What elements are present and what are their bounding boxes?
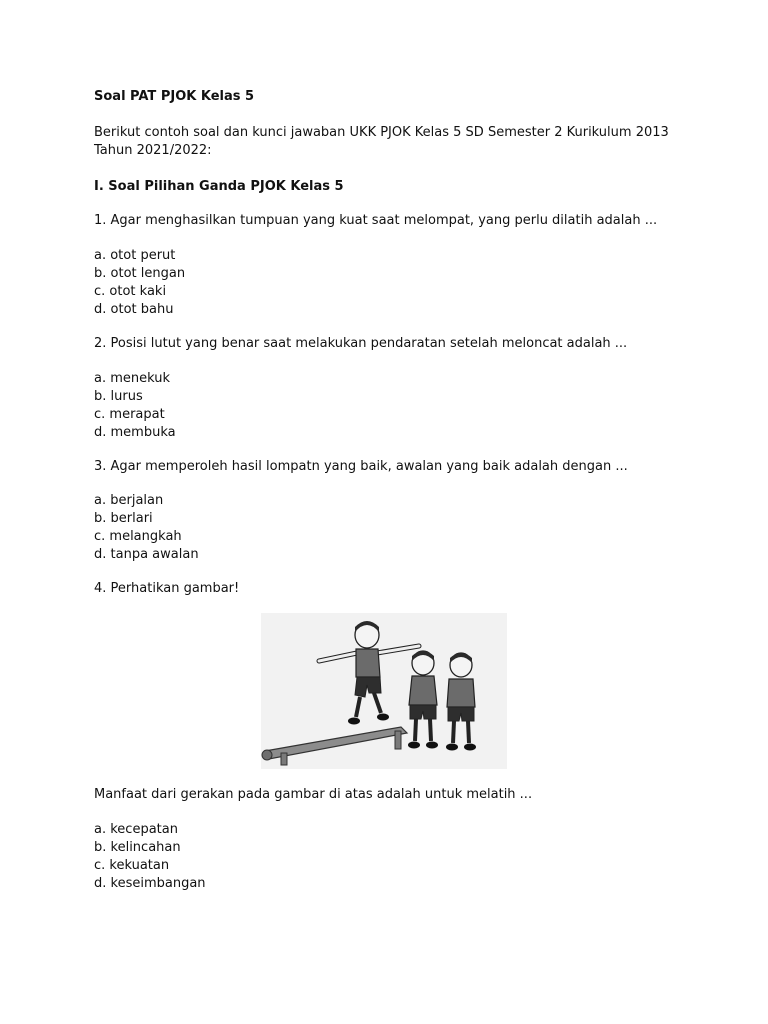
question-3-option-c: c. melangkah bbox=[94, 529, 182, 544]
question-2-option-b: b. lurus bbox=[94, 389, 143, 404]
child-standing-middle bbox=[408, 651, 438, 749]
question-1: 1. Agar menghasilkan tumpuan yang kuat saat melompat, yang perlu dilatih adalah ... bbox=[94, 213, 658, 228]
question-1-option-d: d. otot bahu bbox=[94, 302, 174, 317]
document-title: Soal PAT PJOK Kelas 5 bbox=[94, 89, 255, 104]
balance-beam bbox=[262, 727, 407, 765]
question-3-option-a: a. berjalan bbox=[94, 493, 164, 508]
question-4: 4. Perhatikan gambar! bbox=[94, 581, 240, 596]
question-1-option-a: a. otot perut bbox=[94, 248, 176, 263]
illustration-svg bbox=[261, 613, 507, 769]
intro-line-1: Berikut contoh soal dan kunci jawaban UKK PJOK Kelas 5 SD Semester 2 Kurikulum 2013 bbox=[94, 125, 669, 140]
intro-line-2: Tahun 2021/2022: bbox=[94, 143, 212, 158]
question-4-option-a: a. kecepatan bbox=[94, 822, 178, 837]
question-4-followup: Manfaat dari gerakan pada gambar di atas adalah untuk melatih ... bbox=[94, 787, 533, 802]
question-2-option-a: a. menekuk bbox=[94, 371, 171, 386]
question-1-option-b: b. otot lengan bbox=[94, 266, 186, 281]
question-1-option-c: c. otot kaki bbox=[94, 284, 167, 299]
section-heading: I. Soal Pilihan Ganda PJOK Kelas 5 bbox=[94, 179, 344, 194]
child-balancing bbox=[319, 621, 419, 725]
child-standing-right bbox=[446, 653, 476, 751]
question-2-option-d: d. membuka bbox=[94, 425, 176, 440]
question-3: 3. Agar memperoleh hasil lompatn yang baik, awalan yang baik adalah dengan ... bbox=[94, 459, 628, 474]
question-2-option-c: c. merapat bbox=[94, 407, 165, 422]
question-4-option-b: b. kelincahan bbox=[94, 840, 181, 855]
question-4-option-d: d. keseimbangan bbox=[94, 876, 206, 891]
question-3-option-b: b. berlari bbox=[94, 511, 153, 526]
children-balance-beam-illustration bbox=[261, 613, 507, 769]
question-3-option-d: d. tanpa awalan bbox=[94, 547, 199, 562]
question-2: 2. Posisi lutut yang benar saat melakukan pendaratan setelah meloncat adalah ... bbox=[94, 336, 628, 351]
question-4-option-c: c. kekuatan bbox=[94, 858, 170, 873]
